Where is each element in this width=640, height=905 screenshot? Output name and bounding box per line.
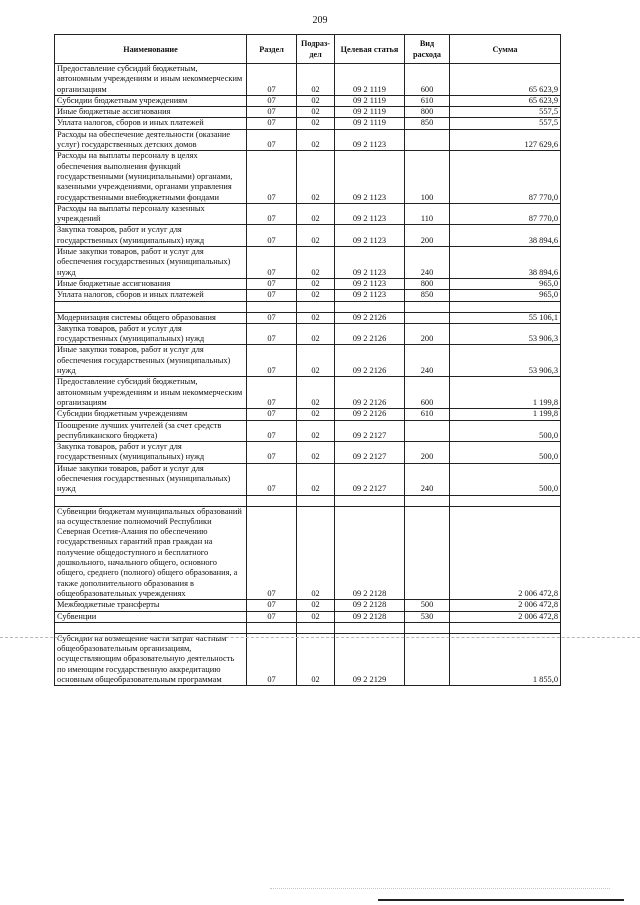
cell-name: Расходы на выплаты персоналу в целях обеспечения выполнения функций государственными (муниципальными) органами, казенными учреждениями, органами управления государственными внебюджетными фондами (55, 151, 247, 203)
cell-target: 09 2 1123 (335, 290, 405, 301)
scan-dotted-artifact (270, 888, 610, 889)
cell-target: 09 2 2128 (335, 611, 405, 622)
table-header-row (55, 35, 561, 64)
cell-sum: 53 906,3 (450, 323, 561, 345)
header-subsection: Подраз-дел (297, 35, 335, 64)
cell-target: 09 2 1119 (335, 95, 405, 106)
cell-expense-type (405, 420, 450, 442)
cell-name: Иные бюджетные ассигнования (55, 278, 247, 289)
cell-expense-type: 200 (405, 225, 450, 247)
table-row (55, 64, 561, 96)
cell-expense-type: 610 (405, 95, 450, 106)
cell-sum: 2 006 472,8 (450, 611, 561, 622)
cell-section: 07 (247, 225, 297, 247)
table-row (55, 377, 561, 409)
cell-target: 09 2 2127 (335, 442, 405, 464)
cell-section: 07 (247, 600, 297, 611)
table-row (55, 225, 561, 247)
cell-section: 07 (247, 420, 297, 442)
spacer-row (55, 495, 561, 506)
cell-expense-type: 600 (405, 64, 450, 96)
header-name: Наименование (55, 35, 247, 64)
table-row (55, 203, 561, 225)
cell-name: Закупка товаров, работ и услуг для государственных (муниципальных) нужд (55, 323, 247, 345)
cell-sum: 500,0 (450, 463, 561, 495)
cell-section: 07 (247, 323, 297, 345)
cell-expense-type: 200 (405, 323, 450, 345)
cell-expense-type: 850 (405, 118, 450, 129)
cell-expense-type: 800 (405, 278, 450, 289)
cell-sum: 557,5 (450, 107, 561, 118)
cell-subsection: 02 (297, 463, 335, 495)
empty-cell (335, 622, 405, 633)
cell-sum: 87 770,0 (450, 203, 561, 225)
cell-subsection: 02 (297, 203, 335, 225)
cell-sum: 38 894,6 (450, 247, 561, 279)
cell-target: 09 2 2127 (335, 463, 405, 495)
empty-cell (450, 495, 561, 506)
empty-cell (405, 622, 450, 633)
cell-sum: 65 623,9 (450, 95, 561, 106)
cell-subsection: 02 (297, 312, 335, 323)
cell-expense-type: 100 (405, 151, 450, 203)
empty-cell (450, 301, 561, 312)
cell-subsection: 02 (297, 600, 335, 611)
cell-sum: 557,5 (450, 118, 561, 129)
empty-cell (55, 622, 247, 633)
cell-name: Модернизация системы общего образования (55, 312, 247, 323)
cell-subsection: 02 (297, 247, 335, 279)
cell-name: Закупка товаров, работ и услуг для государственных (муниципальных) нужд (55, 225, 247, 247)
table-row (55, 611, 561, 622)
cell-target: 09 2 2126 (335, 345, 405, 377)
cell-expense-type (405, 633, 450, 685)
cell-sum: 1 199,8 (450, 377, 561, 409)
cell-target: 09 2 2128 (335, 506, 405, 600)
cell-name: Поощрение лучших учителей (за счет средств республиканского бюджета) (55, 420, 247, 442)
cell-target: 09 2 2129 (335, 633, 405, 685)
cell-name: Межбюджетные трансферты (55, 600, 247, 611)
table-row (55, 442, 561, 464)
cell-sum: 1 855,0 (450, 633, 561, 685)
table-row (55, 323, 561, 345)
cell-subsection: 02 (297, 151, 335, 203)
empty-cell (247, 301, 297, 312)
empty-cell (450, 622, 561, 633)
cell-section: 07 (247, 611, 297, 622)
table-row (55, 312, 561, 323)
table-body (55, 64, 561, 686)
cell-name: Расходы на выплаты персоналу казенных учреждений (55, 203, 247, 225)
cell-sum: 38 894,6 (450, 225, 561, 247)
table-row (55, 151, 561, 203)
cell-sum: 55 106,1 (450, 312, 561, 323)
cell-target: 09 2 2128 (335, 600, 405, 611)
cell-subsection: 02 (297, 64, 335, 96)
table-row (55, 278, 561, 289)
cell-expense-type: 850 (405, 290, 450, 301)
cell-section: 07 (247, 95, 297, 106)
cell-subsection: 02 (297, 409, 335, 420)
cell-subsection: 02 (297, 107, 335, 118)
cell-section: 07 (247, 442, 297, 464)
cell-target: 09 2 1119 (335, 107, 405, 118)
cell-target: 09 2 2126 (335, 377, 405, 409)
cell-expense-type: 610 (405, 409, 450, 420)
cell-expense-type (405, 312, 450, 323)
cell-section: 07 (247, 633, 297, 685)
table-row (55, 420, 561, 442)
table-row (55, 633, 561, 685)
cell-target: 09 2 2126 (335, 323, 405, 345)
cell-section: 07 (247, 377, 297, 409)
header-expense-type: Вид расхода (405, 35, 450, 64)
cell-section: 07 (247, 203, 297, 225)
cell-name: Закупка товаров, работ и услуг для государственных (муниципальных) нужд (55, 442, 247, 464)
cell-target: 09 2 1123 (335, 225, 405, 247)
cell-subsection: 02 (297, 345, 335, 377)
table-row (55, 107, 561, 118)
cell-sum: 500,0 (450, 420, 561, 442)
cell-sum: 2 006 472,8 (450, 600, 561, 611)
table-row (55, 247, 561, 279)
cell-expense-type (405, 129, 450, 151)
cell-section: 07 (247, 247, 297, 279)
table-row (55, 290, 561, 301)
empty-cell (335, 495, 405, 506)
cell-section: 07 (247, 345, 297, 377)
empty-cell (297, 495, 335, 506)
header-section: Раздел (247, 35, 297, 64)
spacer-row (55, 301, 561, 312)
cell-subsection: 02 (297, 95, 335, 106)
cell-name: Иные закупки товаров, работ и услуг для обеспечения государственных (муниципальных) нужд (55, 463, 247, 495)
cell-sum: 1 199,8 (450, 409, 561, 420)
cell-section: 07 (247, 463, 297, 495)
cell-target: 09 2 2127 (335, 420, 405, 442)
cell-target: 09 2 1119 (335, 118, 405, 129)
cell-subsection: 02 (297, 633, 335, 685)
cell-subsection: 02 (297, 377, 335, 409)
cell-name: Уплата налогов, сборов и иных платежей (55, 118, 247, 129)
cell-name: Субсидии бюджетным учреждениям (55, 409, 247, 420)
cell-subsection: 02 (297, 290, 335, 301)
cell-sum: 965,0 (450, 290, 561, 301)
empty-cell (247, 495, 297, 506)
empty-cell (55, 495, 247, 506)
cell-subsection: 02 (297, 118, 335, 129)
header-target: Целевая статья (335, 35, 405, 64)
cell-expense-type (405, 506, 450, 600)
cell-subsection: 02 (297, 278, 335, 289)
cell-name: Предоставление субсидий бюджетным, автономным учреждениям и иным некоммерческим организациям (55, 377, 247, 409)
budget-table (54, 34, 561, 686)
cell-subsection: 02 (297, 506, 335, 600)
cell-subsection: 02 (297, 442, 335, 464)
cell-expense-type: 500 (405, 600, 450, 611)
cell-section: 07 (247, 312, 297, 323)
empty-cell (297, 301, 335, 312)
cell-sum: 965,0 (450, 278, 561, 289)
table-row (55, 600, 561, 611)
cell-name: Иные бюджетные ассигнования (55, 107, 247, 118)
empty-cell (405, 495, 450, 506)
cell-name: Иные закупки товаров, работ и услуг для обеспечения государственных (муниципальных) нужд (55, 345, 247, 377)
page-number: 209 (312, 15, 328, 26)
cell-section: 07 (247, 64, 297, 96)
cell-name: Субвенции бюджетам муниципальных образований на осуществление полномочий Республики Северная Осетия-Алания по обеспечению государственных гарантий прав граждан на получение общедоступного и бесплатного дошкольного, начального общего, основного общего, среднего (полного) общего образования, а также дополнительного образования в общеобразовательных учреждениях (55, 506, 247, 600)
cell-subsection: 02 (297, 420, 335, 442)
empty-cell (335, 301, 405, 312)
cell-expense-type: 110 (405, 203, 450, 225)
spacer-row (55, 622, 561, 633)
cell-section: 07 (247, 506, 297, 600)
cell-section: 07 (247, 118, 297, 129)
cell-expense-type: 200 (405, 442, 450, 464)
cell-sum: 87 770,0 (450, 151, 561, 203)
table-row (55, 118, 561, 129)
table-row (55, 463, 561, 495)
table-row (55, 129, 561, 151)
footer-rule (378, 899, 624, 901)
cell-expense-type: 800 (405, 107, 450, 118)
cell-target: 09 2 1123 (335, 151, 405, 203)
cell-target: 09 2 1123 (335, 278, 405, 289)
cell-sum: 65 623,9 (450, 64, 561, 96)
empty-cell (297, 622, 335, 633)
empty-cell (247, 622, 297, 633)
cell-target: 09 2 1119 (335, 64, 405, 96)
cell-name: Субвенции (55, 611, 247, 622)
cell-subsection: 02 (297, 611, 335, 622)
cell-name: Субсидии бюджетным учреждениям (55, 95, 247, 106)
cell-target: 09 2 1123 (335, 129, 405, 151)
empty-cell (405, 301, 450, 312)
cell-section: 07 (247, 107, 297, 118)
cell-expense-type: 600 (405, 377, 450, 409)
cell-subsection: 02 (297, 129, 335, 151)
cell-section: 07 (247, 278, 297, 289)
cell-section: 07 (247, 129, 297, 151)
cell-sum: 500,0 (450, 442, 561, 464)
cell-target: 09 2 1123 (335, 247, 405, 279)
cell-section: 07 (247, 290, 297, 301)
table-row (55, 95, 561, 106)
table-row (55, 345, 561, 377)
cell-target: 09 2 1123 (335, 203, 405, 225)
table-row (55, 506, 561, 600)
cell-expense-type: 530 (405, 611, 450, 622)
cell-sum: 127 629,6 (450, 129, 561, 151)
cell-subsection: 02 (297, 323, 335, 345)
header-sum: Сумма (450, 35, 561, 64)
table-row (55, 409, 561, 420)
cell-sum: 53 906,3 (450, 345, 561, 377)
cell-section: 07 (247, 409, 297, 420)
cell-name: Иные закупки товаров, работ и услуг для обеспечения государственных (муниципальных) нужд (55, 247, 247, 279)
cell-name: Расходы на обеспечение деятельности (оказание услуг) государственных детских домов (55, 129, 247, 151)
cell-subsection: 02 (297, 225, 335, 247)
cell-expense-type: 240 (405, 463, 450, 495)
cell-sum: 2 006 472,8 (450, 506, 561, 600)
cell-expense-type: 240 (405, 345, 450, 377)
cell-target: 09 2 2126 (335, 409, 405, 420)
cell-name: Уплата налогов, сборов и иных платежей (55, 290, 247, 301)
cell-expense-type: 240 (405, 247, 450, 279)
cell-name: Предоставление субсидий бюджетным, автономным учреждениям и иным некоммерческим организациям (55, 64, 247, 96)
scan-cut-line (0, 637, 640, 638)
cell-section: 07 (247, 151, 297, 203)
empty-cell (55, 301, 247, 312)
cell-target: 09 2 2126 (335, 312, 405, 323)
cell-name: Субсидии на возмещение части затрат частным общеобразовательным организациям, осуществляющим образовательную деятельность по имеющим государственную аккредитацию основным общеобразовательным программам (55, 633, 247, 685)
